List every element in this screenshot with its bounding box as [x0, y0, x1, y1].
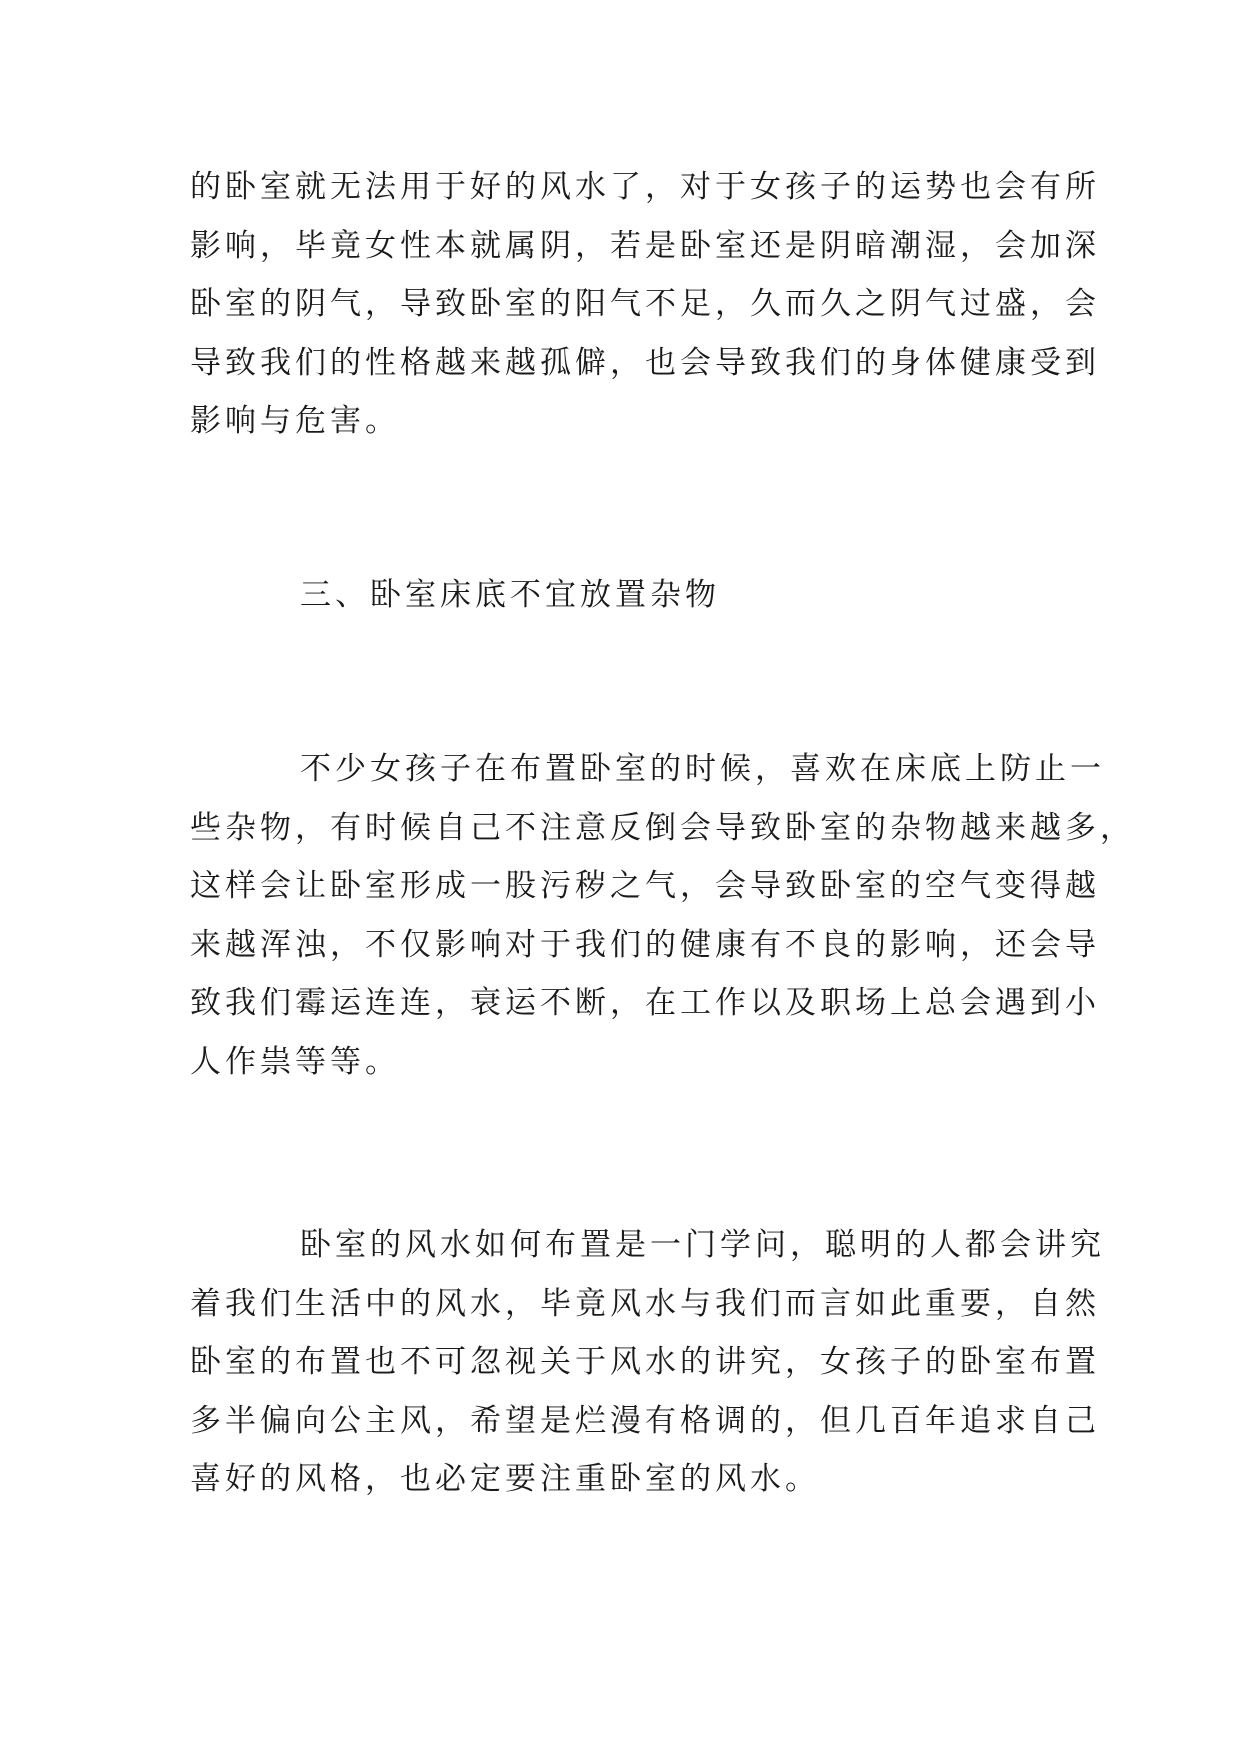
paragraph-3-line-3: 卧室的布置也不可忽视关于风水的讲究，女孩子的卧室布置: [190, 1344, 1100, 1380]
section-heading-3: 三、卧室床底不宜放置杂物: [300, 577, 720, 613]
paragraph-2: [190, 740, 1135, 1091]
paragraph-1-line-5: 影响与危害。: [190, 403, 400, 439]
paragraph-3-line-2: 着我们生活中的风水，毕竟风水与我们而言如此重要，自然: [190, 1285, 1100, 1322]
paragraph-1: [190, 158, 1100, 451]
paragraph-3: [190, 1216, 1105, 1509]
paragraph-2-line-4: 来越浑浊，不仅影响对于我们的健康有不良的影响，还会导: [190, 926, 1100, 963]
paragraph-1-line-2: 影响，毕竟女性本就属阴，若是卧室还是阴暗潮湿，会加深: [190, 227, 1100, 264]
paragraph-2-line-3: 这样会让卧室形成一股污秽之气，会导致卧室的空气变得越: [190, 868, 1100, 904]
paragraph-3-line-4: 多半偏向公主风，希望是烂漫有格调的，但几百年追求自己: [190, 1402, 1100, 1439]
paragraph-1-line-4: 导致我们的性格越来越孤僻，也会导致我们的身体健康受到: [190, 344, 1100, 381]
paragraph-1-line-3: 卧室的阴气，导致卧室的阳气不足，久而久之阴气过盛，会: [190, 286, 1100, 322]
paragraph-3-line-5: 喜好的风格，也必定要注重卧室的风水。: [190, 1461, 820, 1497]
paragraph-3-line-1: 卧室的风水如何布置是一门学问，聪明的人都会讲究: [300, 1227, 1105, 1263]
paragraph-2-line-2: 些杂物，有时候自己不注意反倒会导致卧室的杂物越来越多，: [190, 809, 1135, 846]
paragraph-2-line-5: 致我们霉运连连，衰运不断，在工作以及职场上总会遇到小: [190, 985, 1100, 1021]
paragraph-1-line-1: 的卧室就无法用于好的风水了，对于女孩子的运势也会有所: [190, 169, 1100, 205]
paragraph-2-line-6: 人作祟等等。: [190, 1043, 400, 1080]
paragraph-2-line-1: 不少女孩子在布置卧室的时候，喜欢在床底上防止一: [300, 751, 1105, 787]
